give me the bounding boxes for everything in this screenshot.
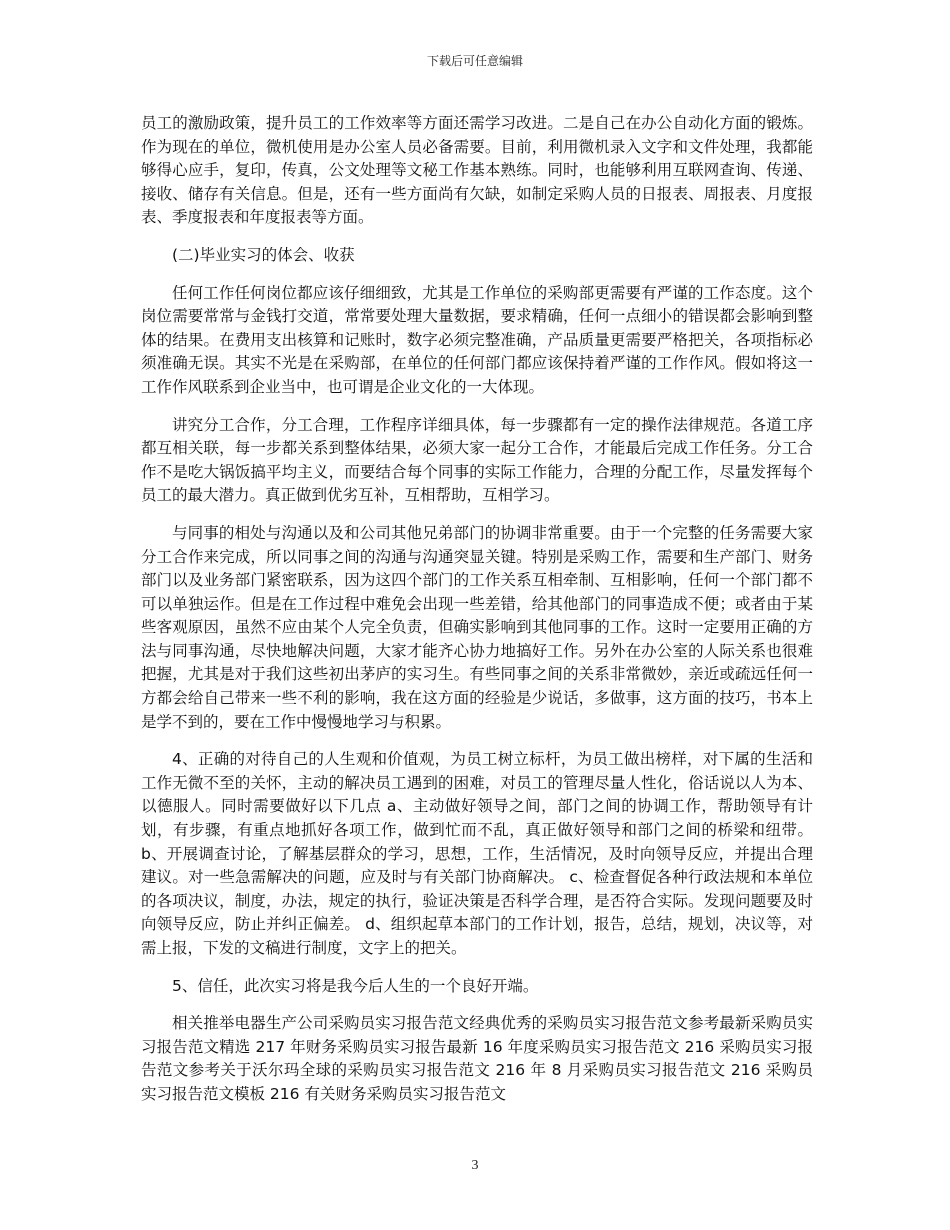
paragraph: 与同事的相处与沟通以及和公司其他兄弟部门的协调非常重要。由于一个完整的任务需要大家分工合作来完成，所以同事之间的沟通与沟通突显关键。特别是采购工作，需要和生产部门、财务部门以及业务部门紧密联系，因为这四个部门的工作关系互相牵制、互相影响，任何一个部门都不可以单独运作。但是在工作过程中难免会出现一些差错，给其他部门的同事造成不便；或者由于某些客观原因，虽然不应由某个人完全负责，但确实影响到其他同事的工作。这时一定要用正确的方法与同事沟通，尽快地解决问题，大家才能齐心协力地搞好工作。另外在办公室的人际关系也很难把握，尤其是对于我们这些初出茅庐的实习生。有些同事之间的关系非常微妙，亲近或疏远任何一方都会给自己带来一些不利的影响，我在这方面的经验是少说话，多做事，这方面的技巧，书本上是学不到的，要在工作中慢慢地学习与积累。	[141, 523, 813, 731]
paragraph: 4、正确的对待自己的人生观和价值观，为员工树立标杆，为员工做出榜样，对下属的生活和工作无微不至的关怀，主动的解决员工遇到的困难，对员工的管理尽量人性化，俗话说以人为本、以德服人。同时需要做好以下几点 a、主动做好领导之间，部门之间的协调工作，帮助领导有计划，有步骤，有重点地抓好各项工作，做到忙而不乱，真正做好领导和部门之间的桥梁和纽带。 b、开展调查讨论，了解基层群众的学习，思想，工作，生活情况，及时向领导反应，并提出合理建议。对一些急需解决的问题，应及时与有关部门协商解决。 c、检查督促各种行政法规和本单位的各项决议，制度，办法，规定的执行，验证决策是否科学合理，是否符合实际。发现问题要及时向领导反应，防止并纠正偏差。 d、组织起草本部门的工作计划，报告，总结，规划，决议等，对需上报，下发的文稿进行制度，文字上的把关。	[141, 750, 813, 957]
page-number: 3	[471, 1158, 479, 1173]
related-links-paragraph: 相关推举电器生产公司采购员实习报告范文经典优秀的采购员实习报告范文参考最新采购员实习报告范文精选 217 年财务采购员实习报告最新 16 年度采购员实习报告范文 216 采购员实习报告范文参考关于沃尔玛全球的采购员实习报告范文 216 年 8 月采购员实习报告范文 216 采购员实习报告范文模板 216 有关财务采购员实习报告范文	[141, 1014, 813, 1103]
section-heading: (二)毕业实习的体会、收获	[172, 245, 355, 264]
document-body	[141, 112, 813, 1121]
page-header: 下载后可任意编辑	[426, 54, 523, 68]
paragraph: 员工的激励政策，提升员工的工作效率等方面还需学习改进。二是自己在办公自动化方面的锻炼。作为现在的单位，微机使用是办公室人员必备需要。目前，利用微机录入文字和文件处理，我都能够得心应手，复印，传真，公文处理等文秘工作基本熟练。同时，也能够利用互联网查询、传递、接收、储存有关信息。但是，还有一些方面尚有欠缺，如制定采购人员的日报表、周报表、月度报表、季度报表和年度报表等方面。	[141, 114, 813, 227]
paragraph: 讲究分工合作，分工合理，工作程序详细具体，每一步骤都有一定的操作法律规范。各道工序都互相关联，每一步都关系到整体结果，必须大家一起分工合作，才能最后完成工作任务。分工合作不是吃大锅饭搞平均主义，而要结合每个同事的实际工作能力，合理的分配工作，尽量发挥每个员工的最大潜力。真正做到优劣互补，互相帮助，互相学习。	[141, 415, 813, 505]
paragraph: 任何工作任何岗位都应该仔细细致，尤其是工作单位的采购部更需要有严谨的工作态度。这个岗位需要常常与金钱打交道，常常要处理大量数据，要求精确，任何一点细小的错误都会影响到整体的结果。在费用支出核算和记账时，数字必须完整准确，产品质量更需要严格把关，各项指标必须准确无误。其实不光是在采购部，在单位的任何部门都应该保持着严谨的工作作风。假如将这一工作作风联系到企业当中，也可谓是企业文化的一大体现。	[141, 283, 813, 396]
paragraph: 5、信任，此次实习将是我今后人生的一个良好开端。	[172, 976, 539, 995]
